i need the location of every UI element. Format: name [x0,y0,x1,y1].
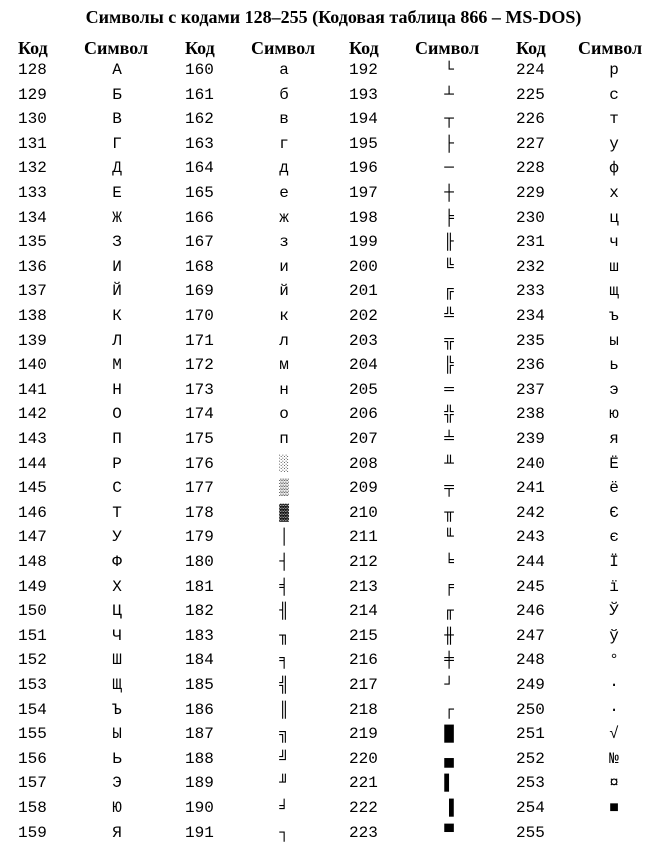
code-cell: 137 [18,282,47,301]
symbol-cell: ┼ [444,184,454,202]
code-cell: 201 [349,282,378,301]
symbol-cell: Х [112,577,122,596]
symbol-cell: Ў [609,602,619,621]
code-cell: 143 [18,430,47,448]
symbol-cell: Ї [609,553,619,571]
symbol-cell: ╝ [279,749,289,768]
code-cell: 224 [516,61,545,79]
symbol-cell: ▓ [279,503,289,522]
symbol-cell: ╢ [279,602,289,621]
code-cell: 220 [349,749,378,768]
code-cell: 154 [18,700,47,719]
symbol-cell: ь [609,356,619,375]
code-cell: 163 [185,134,214,153]
code-cell: 227 [516,134,545,153]
code-cell: 211 [349,528,378,547]
code-cell: 140 [18,356,47,375]
code-cell: 161 [185,85,214,104]
symbol-cell: ф [609,159,619,178]
code-cell: 254 [516,799,545,817]
code-cell: 207 [349,430,378,448]
code-cell: 181 [185,577,214,596]
code-cell: 246 [516,602,545,621]
code-cell: 151 [18,626,47,645]
symbol-cell: п [279,430,289,448]
symbol-cell: ж [279,208,289,227]
code-cell: 212 [349,553,378,571]
symbol-cell: Ь [112,749,122,768]
code-cell: 184 [185,651,214,670]
code-cell: 144 [18,454,47,473]
symbol-cell: ▐ [444,799,454,817]
code-cell: 206 [349,405,378,424]
symbol-cell: М [112,356,122,375]
symbol-cell: б [279,85,289,104]
code-cell: 228 [516,159,545,178]
symbol-cell: щ [609,282,619,301]
code-cell: 185 [185,676,214,694]
symbol-cell: с [609,85,619,104]
code-cell: 171 [185,331,214,350]
symbol-cell: ш [609,257,619,276]
symbol-cell: З [112,233,122,252]
code-cell: 190 [185,799,214,817]
header-code-2: Код [185,38,215,58]
code-cell: 128 [18,61,47,79]
code-cell: 135 [18,233,47,252]
code-cell: 152 [18,651,47,670]
header-symbol-2: Символ [251,38,316,58]
symbol-cell: ■ [609,799,619,817]
code-cell: 219 [349,725,378,744]
symbol-cell: │ [279,528,289,547]
code-cell: 168 [185,257,214,276]
symbol-cell: м [279,356,289,375]
symbol-cell: ╚ [444,257,454,276]
symbol-cell: ┬ [444,110,454,129]
code-cell: 146 [18,503,47,522]
code-cell: 236 [516,356,545,375]
symbol-cell: ╤ [444,479,454,498]
code-cell: 141 [18,380,47,399]
symbol-cell: ю [609,405,619,424]
symbol-cell: Ц [112,602,122,621]
symbol-cell: ╗ [279,725,289,744]
symbol-cell: ╡ [279,577,289,596]
code-cell: 129 [18,85,47,104]
symbol-cell: ▄ [444,749,454,768]
code-cell: 239 [516,430,545,448]
symbol-cell: Ч [112,626,122,645]
code-cell: 208 [349,454,378,473]
code-cell: 172 [185,356,214,375]
symbol-cell: Д [112,159,122,178]
code-cell: 173 [185,380,214,399]
symbol-cell: ї [609,577,619,596]
code-cell: 183 [185,626,214,645]
code-cell: 131 [18,134,47,153]
symbol-cell: ╫ [444,626,454,645]
header-code-1: Код [18,38,48,58]
code-cell: 214 [349,602,378,621]
code-cell: 153 [18,676,47,694]
code-cell: 187 [185,725,214,744]
symbol-cell: ¤ [609,774,619,793]
code-cell: 165 [185,184,214,202]
symbol-cell: Г [112,134,122,153]
code-cell: 247 [516,626,545,645]
code-cell: 156 [18,749,47,768]
symbol-cell: т [609,110,619,129]
code-cell: 170 [185,307,214,325]
symbol-cell: я [609,430,619,448]
code-cell: 240 [516,454,545,473]
symbol-cell: ў [609,626,619,645]
symbol-cell: з [279,233,289,252]
symbol-cell: Ё [609,454,619,473]
code-cell: 209 [349,479,378,498]
symbol-cell: ╕ [279,651,289,670]
symbol-cell: ┌ [444,700,454,719]
header-code-3: Код [349,38,379,58]
code-cell: 205 [349,380,378,399]
code-cell: 158 [18,799,47,817]
symbol-cell: ╜ [279,774,289,793]
symbol-cell: ─ [444,159,454,178]
code-cell: 225 [516,85,545,104]
code-cell: 204 [349,356,378,375]
symbol-cell: Й [112,282,122,301]
symbol-cell: ░ [279,454,289,473]
code-cell: 213 [349,577,378,596]
code-cell: 238 [516,405,545,424]
code-cell: 191 [185,823,214,842]
symbol-cell: ы [609,331,619,350]
code-cell: 167 [185,233,214,252]
code-cell: 164 [185,159,214,178]
symbol-cell: ▌ [444,774,454,793]
symbol-cell: № [609,749,619,768]
code-cell: 142 [18,405,47,424]
code-cell: 159 [18,823,47,842]
symbol-cell: к [279,307,289,325]
header-symbol-4: Символ [578,38,643,58]
symbol-cell: ╘ [444,553,454,571]
symbol-cell: Ю [112,799,122,817]
code-cell: 180 [185,553,214,571]
symbol-cell: А [112,61,122,79]
symbol-cell: є [609,528,619,547]
code-cell: 245 [516,577,545,596]
symbol-cell: г [279,134,289,153]
symbol-cell: ╥ [444,503,454,522]
symbol-cell: И [112,257,122,276]
code-cell: 242 [516,503,545,522]
code-cell: 148 [18,553,47,571]
symbol-cell: ╙ [444,528,454,547]
symbol-cell: ┴ [444,85,454,104]
code-cell: 251 [516,725,545,744]
symbol-cell: у [609,134,619,153]
code-cell: 233 [516,282,545,301]
code-cell: 136 [18,257,47,276]
code-cell: 237 [516,380,545,399]
symbol-cell: О [112,405,122,424]
code-cell: 230 [516,208,545,227]
symbol-cell: ц [609,208,619,227]
symbol-cell: ▀ [444,823,454,842]
code-cell: 194 [349,110,378,129]
symbol-cell: Ш [112,651,122,670]
code-cell: 155 [18,725,47,744]
symbol-cell: Б [112,85,122,104]
symbol-cell: ╩ [444,307,454,325]
code-cell: 243 [516,528,545,547]
code-cell: 202 [349,307,378,325]
symbol-cell: й [279,282,289,301]
symbol-cell: └ [444,61,454,79]
code-cell: 150 [18,602,47,621]
code-cell: 174 [185,405,214,424]
symbol-cell: в [279,110,289,129]
symbol-cell: и [279,257,289,276]
symbol-cell: Т [112,503,122,522]
symbol-cell: Ъ [112,700,122,719]
header-symbol-3: Символ [415,38,480,58]
symbol-cell: Ж [112,208,122,227]
code-cell: 222 [349,799,378,817]
symbol-cell: ° [609,651,619,670]
code-cell: 149 [18,577,47,596]
symbol-cell: С [112,479,122,498]
symbol-cell: ╠ [444,356,454,375]
code-cell: 255 [516,823,545,842]
code-cell: 229 [516,184,545,202]
header-symbol-1: Символ [84,38,149,58]
symbol-cell: ├ [444,134,454,153]
code-cell: 189 [185,774,214,793]
symbol-cell: л [279,331,289,350]
symbol-cell: ч [609,233,619,252]
code-cell: 192 [349,61,378,79]
code-cell: 169 [185,282,214,301]
symbol-cell: Ф [112,553,122,571]
symbol-cell: ╓ [444,602,454,621]
symbol-cell: Щ [112,676,122,694]
symbol-cell: Є [609,503,619,522]
code-cell: 138 [18,307,47,325]
symbol-cell: р [609,61,619,79]
symbol-cell: В [112,110,122,129]
symbol-cell: ╞ [444,208,454,227]
code-cell: 196 [349,159,378,178]
code-cell: 157 [18,774,47,793]
code-cell: 252 [516,749,545,768]
code-cell: 130 [18,110,47,129]
symbol-cell: ┘ [444,676,454,694]
code-cell: 217 [349,676,378,694]
symbol-cell: · [609,700,619,719]
symbol-cell: ╛ [279,799,289,817]
code-cell: 186 [185,700,214,719]
symbol-cell: н [279,380,289,399]
symbol-cell: д [279,159,289,178]
symbol-cell: Р [112,454,122,473]
code-cell: 249 [516,676,545,694]
symbol-cell: Э [112,774,122,793]
symbol-cell: ║ [279,700,289,719]
code-cell: 160 [185,61,214,79]
symbol-cell: ═ [444,380,454,399]
symbol-cell: ъ [609,307,619,325]
symbol-cell: ┤ [279,553,289,571]
page-title: Символы с кодами 128–255 (Кодовая таблица 866 – MS-DOS) [85,7,582,27]
symbol-cell: · [609,676,619,694]
symbol-cell: К [112,307,122,325]
code-cell: 188 [185,749,214,768]
code-cell: 198 [349,208,378,227]
code-cell: 253 [516,774,545,793]
code-cell: 176 [185,454,214,473]
code-cell: 216 [349,651,378,670]
symbol-cell: █ [444,725,454,744]
symbol-cell: Н [112,380,122,399]
symbol-cell: П [112,430,122,448]
symbol-cell: Е [112,184,122,202]
symbol-cell: э [609,380,619,399]
symbol-cell: ╣ [279,676,289,694]
code-cell: 179 [185,528,214,547]
code-cell: 223 [349,823,378,842]
symbol-cell: а [279,61,289,79]
symbol-cell: х [609,184,619,202]
code-cell: 231 [516,233,545,252]
code-cell: 244 [516,553,545,571]
symbol-cell: Ы [112,725,122,744]
code-cell: 248 [516,651,545,670]
code-cell: 145 [18,479,47,498]
code-cell: 177 [185,479,214,498]
symbol-cell [594,821,634,845]
code-cell: 215 [349,626,378,645]
symbol-cell: о [279,405,289,424]
code-cell: 241 [516,479,545,498]
symbol-cell: ╟ [444,233,454,252]
symbol-cell: ё [609,479,619,498]
symbol-cell: Л [112,331,122,350]
symbol-cell: ▒ [279,479,289,498]
code-cell: 166 [185,208,214,227]
code-cell: 178 [185,503,214,522]
code-cell: 226 [516,110,545,129]
code-cell: 197 [349,184,378,202]
code-cell: 199 [349,233,378,252]
code-cell: 250 [516,700,545,719]
code-cell: 147 [18,528,47,547]
symbol-cell: ╧ [444,430,454,448]
code-cell: 139 [18,331,47,350]
header-code-4: Код [516,38,546,58]
code-cell: 203 [349,331,378,350]
symbol-cell: У [112,528,122,547]
symbol-cell: √ [609,725,619,744]
symbol-cell: ╨ [444,454,454,473]
code-cell: 134 [18,208,47,227]
code-cell: 235 [516,331,545,350]
code-cell: 221 [349,774,378,793]
symbol-cell: ╒ [444,577,454,596]
symbol-cell: ╦ [444,331,454,350]
symbol-cell: ╖ [279,626,289,645]
symbol-cell: ╪ [444,651,454,670]
code-cell: 234 [516,307,545,325]
code-cell: 133 [18,184,47,202]
symbol-cell: ╔ [444,282,454,301]
code-cell: 132 [18,159,47,178]
symbol-cell: Я [112,823,122,842]
code-cell: 218 [349,700,378,719]
code-cell: 210 [349,503,378,522]
code-cell: 200 [349,257,378,276]
code-cell: 195 [349,134,378,153]
code-cell: 162 [185,110,214,129]
code-cell: 232 [516,257,545,276]
code-cell: 193 [349,85,378,104]
symbol-cell: е [279,184,289,202]
code-cell: 182 [185,602,214,621]
symbol-cell: ┐ [279,823,289,842]
code-cell: 175 [185,430,214,448]
symbol-cell: ╬ [444,405,454,424]
